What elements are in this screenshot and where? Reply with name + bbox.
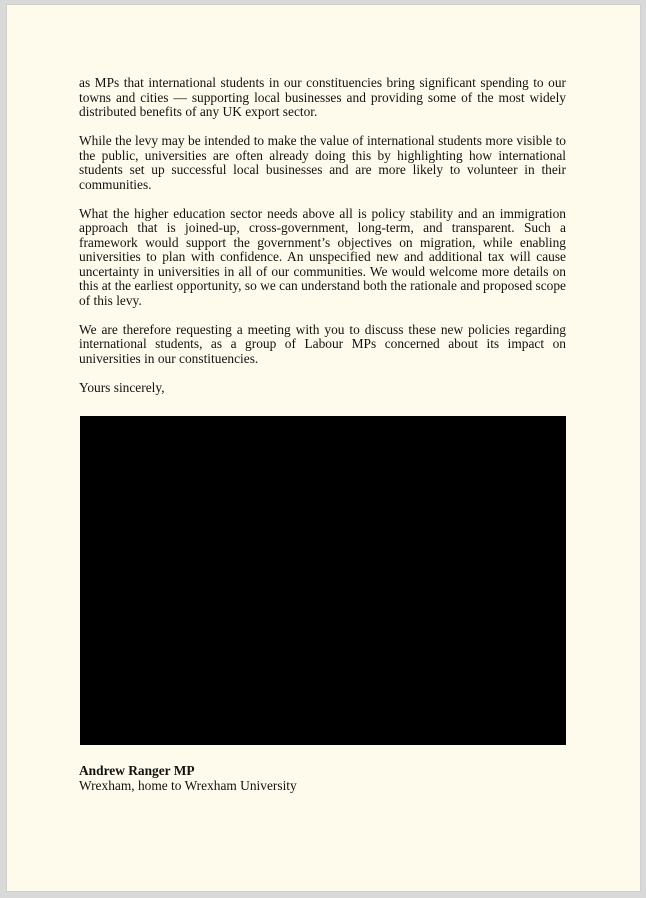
letter-paragraph: While the levy may be intended to make the value of international students more visible to the public, universities are often already doing this by highlighting how international students set up successful local businesses and are more likely to volunteer in their communities.: [79, 133, 566, 192]
redaction-block: [80, 416, 566, 745]
redacted-text-fragment: [96, 745, 556, 749]
letter-paragraph: as MPs that international students in our constituencies bring significant spending to our towns and cities — supporting local businesses and providing some of the most widely distributed benefits of any UK export sector.: [79, 75, 566, 119]
letter-body: [79, 76, 566, 395]
letter-paragraph: What the higher education sector needs above all is policy stability and an immigration approach that is joined-up, cross-government, long-term, and transparent. Such a framework would support the government’s objectives on migration, while enabling universities to plan with confidence. An unspecified new and additional tax will cause uncertainty in universities in all of our communities. We would welcome more details on this at the earliest opportunity, so we can understand both the rationale and proposed scope of this levy.: [79, 205, 566, 308]
letter-paragraph: We are therefore requesting a meeting with you to discuss these new policies regarding international students, as a group of Labour MPs concerned about its impact on universities in our constituencies.: [79, 321, 566, 366]
signature-block: [79, 763, 566, 793]
signatory-constituency: Wrexham, home to Wrexham University: [79, 778, 297, 793]
letter-closing: Yours sincerely,: [79, 379, 165, 395]
signatory-name: Andrew Ranger MP: [79, 763, 195, 778]
